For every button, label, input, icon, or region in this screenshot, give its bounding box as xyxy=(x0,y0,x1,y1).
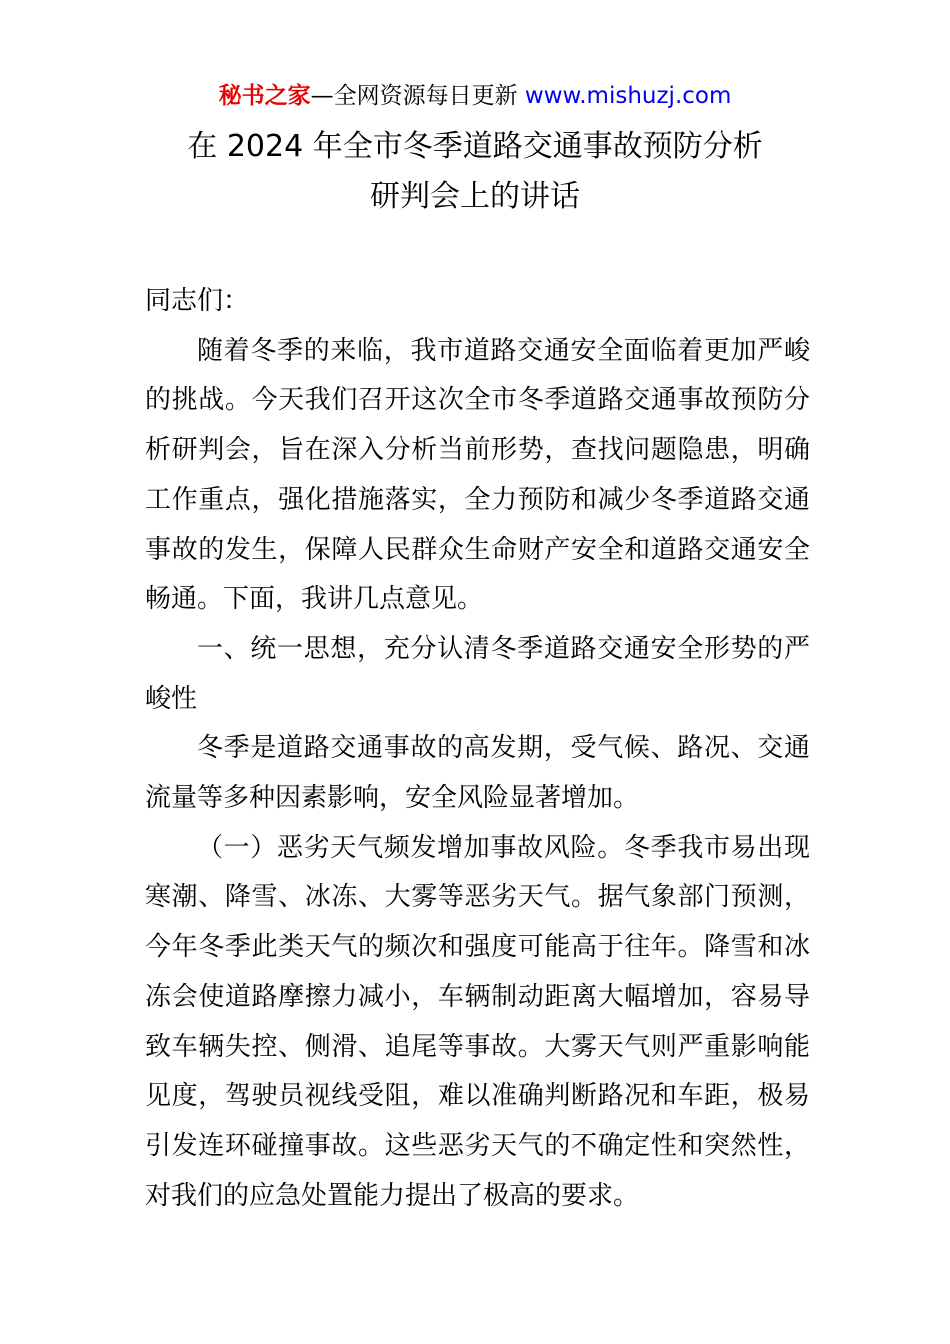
section-1-paragraph: 冬季是道路交通事故的高发期，受气候、路况、交通流量等多种因素影响，安全风险显著增加。 xyxy=(145,733,810,814)
intro-paragraph: 随着冬季的来临，我市道路交通安全面临着更加严峻的挑战。今天我们召开这次全市冬季道路交通事故预防分析研判会，旨在深入分析当前形势，查找问题隐患，明确工作重点，强化措施落实，全力预防和减少冬季道路交通事故的发生，保障人民群众生命财产安全和道路交通安全畅通。下面，我讲几点意见。 xyxy=(145,335,810,615)
subsection-1-paragraph: （一）恶劣天气频发增加事故风险。冬季我市易出现寒潮、降雪、冰冻、大雾等恶劣天气。据气象部门预测，今年冬季此类天气的频次和强度可能高于往年。降雪和冰冻会使道路摩擦力减小，车辆制动距离大幅增加，容易导致车辆失控、侧滑、追尾等事故。大雾天气则严重影响能见度，驾驶员视线受阻，难以准确判断路况和车距，极易引发连环碰撞事故。这些恶劣天气的不确定性和突然性，对我们的应急处置能力提出了极高的要求。 xyxy=(145,832,810,1211)
brand-name: 秘书之家 xyxy=(218,83,311,109)
section-heading-1: 一、统一思想，充分认清冬季道路交通安全形势的严峻性 xyxy=(145,633,810,714)
site-url-link[interactable]: www.mishuzj.com xyxy=(524,83,732,109)
document-body xyxy=(145,277,810,1221)
document-title-line-2: 研判会上的讲话 xyxy=(370,179,580,214)
header-tagline: —全网资源每日更新 xyxy=(310,83,525,109)
document-title-line-1: 在 2024 年全市冬季道路交通事故预防分析 xyxy=(187,129,763,164)
salutation: 同志们： xyxy=(145,286,250,316)
site-header xyxy=(0,80,950,112)
